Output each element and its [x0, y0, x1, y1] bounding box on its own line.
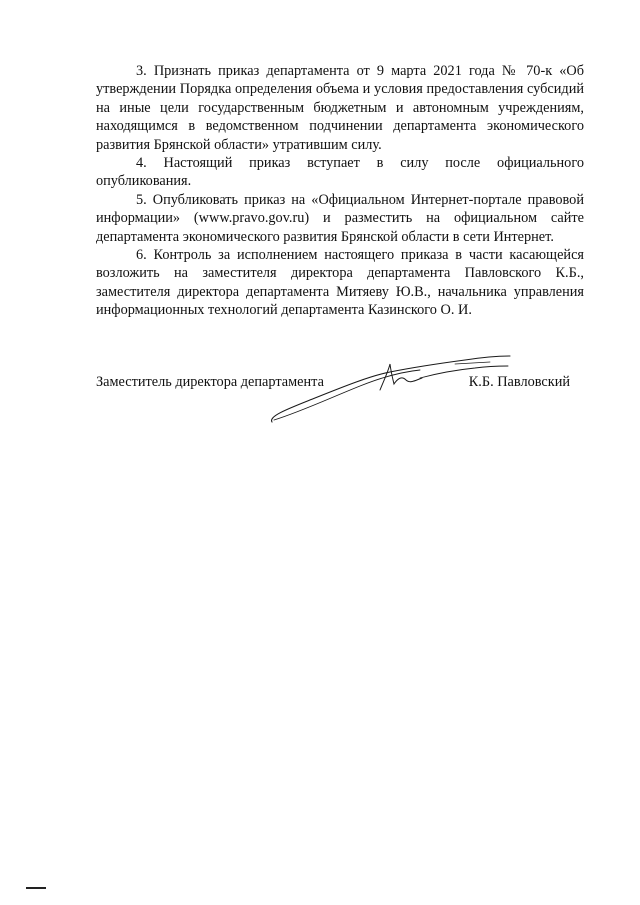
paragraph-5: 5. Опубликовать приказ на «Официальном Интернет-портале правовой информации» (www.pravo.gov.ru) и разместить на официальном сайте департамента экономического развития Брянской области в сети Интернет.	[96, 191, 584, 245]
paragraph-3: 3. Признать приказ департамента от 9 марта 2021 года № 70-к «Об утверждении Порядка определения объема и условия предоставления субсидий на иные цели государственным бюджетным и автономным учреждениям, находящимся в ведомственном подчинении департамента экономического развития Брянской области» утратившим силу.	[96, 63, 584, 153]
signatory-name: К.Б. Павловский	[468, 374, 570, 390]
paragraph-6: 6. Контроль за исполнением настоящего приказа в части касающейся возложить на заместителя директора департамента Павловского К.Б., заместителя директора департамента Митяеву Ю.В., начальника управления информационных технологий департамента Казинского О. И.	[96, 247, 584, 319]
paragraph-4: 4. Настоящий приказ вступает в силу после официального опубликования.	[96, 155, 584, 190]
footer-mark	[26, 887, 46, 889]
handwritten-signature	[260, 350, 520, 430]
document-body	[96, 62, 584, 320]
signatory-title: Заместитель директора департамента	[96, 374, 324, 390]
